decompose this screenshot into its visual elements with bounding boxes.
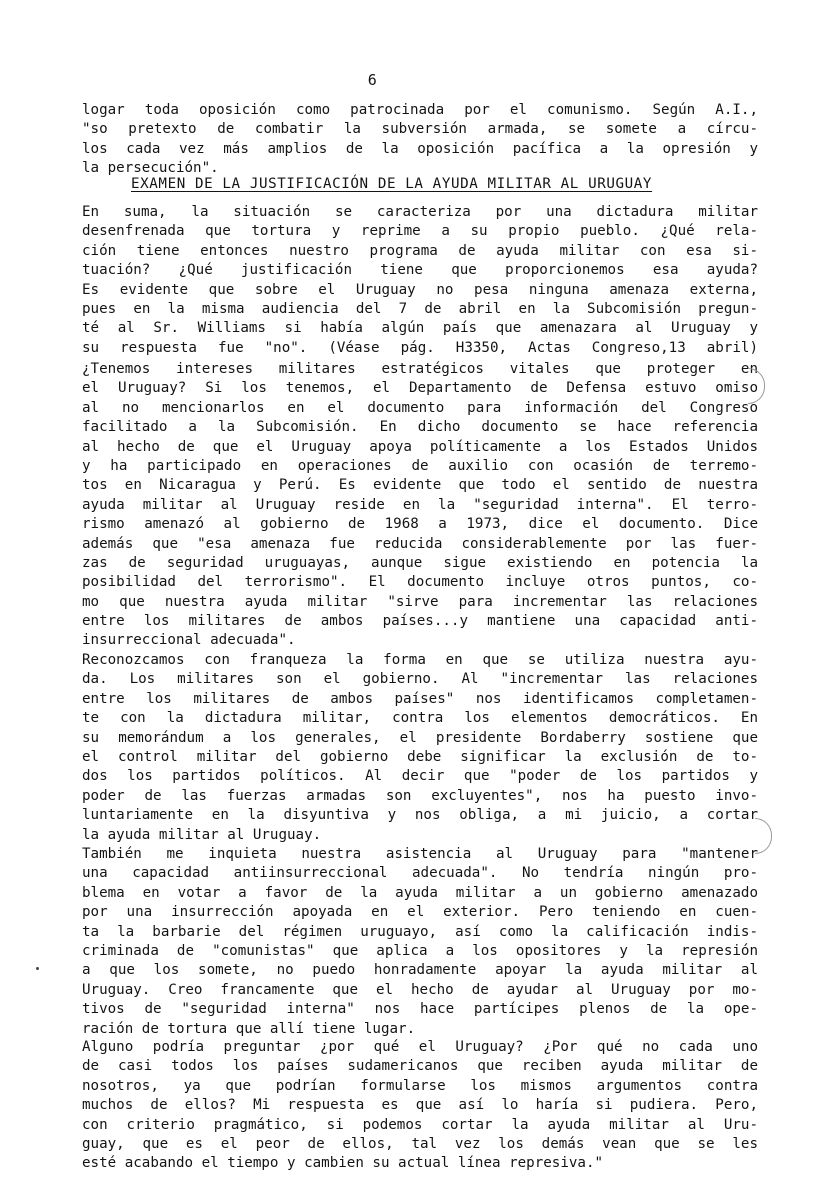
paragraph-line: su respuesta fue "no". (Véase pág. H3350, Actas Congreso,13 abril) [82, 339, 758, 356]
paragraph-line: los cada vez más amplios de la oposición pacífica a la opresión y [82, 140, 758, 157]
paragraph-line: También me inquieta nuestra asistencia al Uruguay para "mantener [82, 846, 758, 862]
paragraph-line: Reconozcamos con franqueza la forma en que se utiliza nuestra ayu- [82, 652, 758, 668]
section-title: EXAMEN DE LA JUSTIFICACIÓN DE LA AYUDA MILITAR AL URUGUAY [131, 176, 653, 192]
paragraph-line: dos los partidos políticos. Al decir que "poder de los partidos y [82, 768, 758, 785]
paragraph-line: además que "esa amenaza fue reducida considerablemente por las fuer- [82, 535, 758, 552]
paragraph-line: ta la barbarie del régimen uruguayo, así como la calificación indis- [82, 923, 758, 940]
paragraph-line: el Uruguay? Si los tenemos, el Departamento de Defensa estuvo omiso [82, 380, 758, 397]
paragraph-line: una capacidad antiinsurreccional adecuada". No tendría ningún pro- [82, 865, 758, 882]
paragraph-line: ¿Tenemos intereses militares estratégicos vitales que proteger en [82, 361, 758, 377]
paragraph-line: Es evidente que sobre el Uruguay no pesa ninguna amenaza externa, [82, 281, 758, 298]
paragraph-line: criminada de "comunistas" que aplica a los opositores y la represión [82, 942, 758, 959]
paragraph-line: té al Sr. Williams si había algún país que amenazara al Uruguay y [82, 320, 758, 337]
paragraph-2 [82, 360, 758, 651]
paragraph-5 [82, 1038, 758, 1174]
paragraph-line: Uruguay. Creo francamente que el hecho de ayudar al Uruguay por mo- [82, 981, 758, 998]
scan-speck [36, 967, 39, 970]
paragraph-line: da. Los militares son el gobierno. Al "incrementar las relaciones [82, 671, 758, 688]
paragraph-line: mo que nuestra ayuda militar "sirve para incrementar las relaciones [82, 593, 758, 610]
paragraph-line: el control militar del gobierno debe significar la exclusión de to- [82, 748, 758, 765]
paragraph-line: poder de las fuerzas armadas son excluyentes", nos ha puesto invo- [82, 787, 758, 804]
paragraph-line: rismo amenazó al gobierno de 1968 a 1973, dice el documento. Dice [82, 516, 758, 533]
paragraph-line: ayuda militar al Uruguay reside en la "seguridad interna". El terro- [82, 496, 758, 513]
paragraph-line: "so pretexto de combatir la subversión armada, se somete a círcu- [82, 121, 758, 138]
paragraph-line: pues en la misma audiencia del 7 de abril en la Subcomisión pregun- [82, 300, 758, 317]
paragraph-line: posibilidad del terrorismo". El documento incluye otros puntos, co- [82, 574, 758, 591]
paragraph-line: logar toda oposición como patrocinada por el comunismo. Según A.I., [82, 102, 758, 118]
paragraph-line: blema en votar a favor de la ayuda militar a un gobierno amenazado [82, 884, 758, 901]
paragraph-line: nosotros, ya que podrían formularse los mismos argumentos contra [82, 1077, 758, 1094]
paragraph-line: la ayuda militar al Uruguay. [82, 826, 322, 843]
intro-paragraph [82, 101, 758, 179]
paragraph-line: al hecho de que el Uruguay apoya políticamente a los Estados Unidos [82, 438, 758, 455]
paragraph-line: y ha participado en operaciones de auxilio con ocasión de terremo- [82, 457, 758, 474]
binding-hole-mark [755, 818, 772, 854]
paragraph-line: de casi todos los países sudamericanos que reciben ayuda militar de [82, 1058, 758, 1075]
paragraph-line: entre los militares de ambos países...y mantiene una capacidad anti- [82, 613, 758, 630]
paragraph-line: con criterio pragmático, si podemos cortar la ayuda militar al Uru- [82, 1116, 758, 1133]
paragraph-3 [82, 651, 758, 845]
paragraph-line: muchos de ellos? Mi respuesta es que así lo haría si pudiera. Pero, [82, 1097, 758, 1114]
paragraph-line: ración de tortura que allí tiene lugar. [82, 1020, 416, 1037]
paragraph-line: facilitado a la Subcomisión. En dicho documento se hace referencia [82, 419, 758, 436]
paragraph-line: luntariamente en la disyuntiva y nos obliga, a mi juicio, a cortar [82, 807, 758, 824]
paragraph-4 [82, 845, 758, 1039]
paragraph-line: la persecución". [82, 160, 219, 177]
paragraph-line: por una insurrección apoyada en el exterior. Pero teniendo en cuen- [82, 904, 758, 921]
paragraph-line: a que los somete, no puedo honradamente apoyar la ayuda militar al [82, 962, 758, 979]
paragraph-1 [82, 203, 758, 358]
paragraph-line: insurreccional adecuada". [82, 632, 296, 649]
paragraph-line: guay, que es el peor de ellos, tal vez los demás vean que se les [82, 1135, 758, 1152]
paragraph-line: zas de seguridad uruguayas, aunque sigue existiendo en potencia la [82, 554, 758, 571]
paragraph-line: tos en Nicaragua y Perú. Es evidente que todo el sentido de nuestra [82, 477, 758, 494]
paragraph-line: Alguno podría preguntar ¿por qué el Uruguay? ¿Por qué no cada uno [82, 1039, 758, 1055]
paragraph-line: desenfrenada que tortura y reprime a su propio pueblo. ¿Qué rela- [82, 223, 758, 240]
paragraph-line: te con la dictadura militar, contra los elementos democráticos. En [82, 710, 758, 727]
paragraph-line: su memorándum a los generales, el presidente Bordaberry sostiene que [82, 729, 758, 746]
paragraph-line: En suma, la situación se caracteriza por una dictadura militar [82, 204, 758, 220]
paragraph-line: entre los militares de ambos países" nos identificamos completamen- [82, 690, 758, 707]
paragraph-line: ción tiene entonces nuestro programa de ayuda militar con esa si- [82, 242, 758, 259]
paragraph-line: al no mencionarlos en el documento para información del Congreso [82, 399, 758, 416]
paragraph-line: tuación? ¿Qué justificación tiene que proporcionemos esa ayuda? [82, 262, 758, 279]
paragraph-line: esté acabando el tiempo y cambien su actual línea represiva." [82, 1155, 604, 1172]
page-number: 6 [367, 71, 378, 89]
paragraph-line: tivos de "seguridad interna" nos hace partícipes plenos de la ope- [82, 1001, 758, 1018]
binding-hole-mark [748, 368, 765, 404]
